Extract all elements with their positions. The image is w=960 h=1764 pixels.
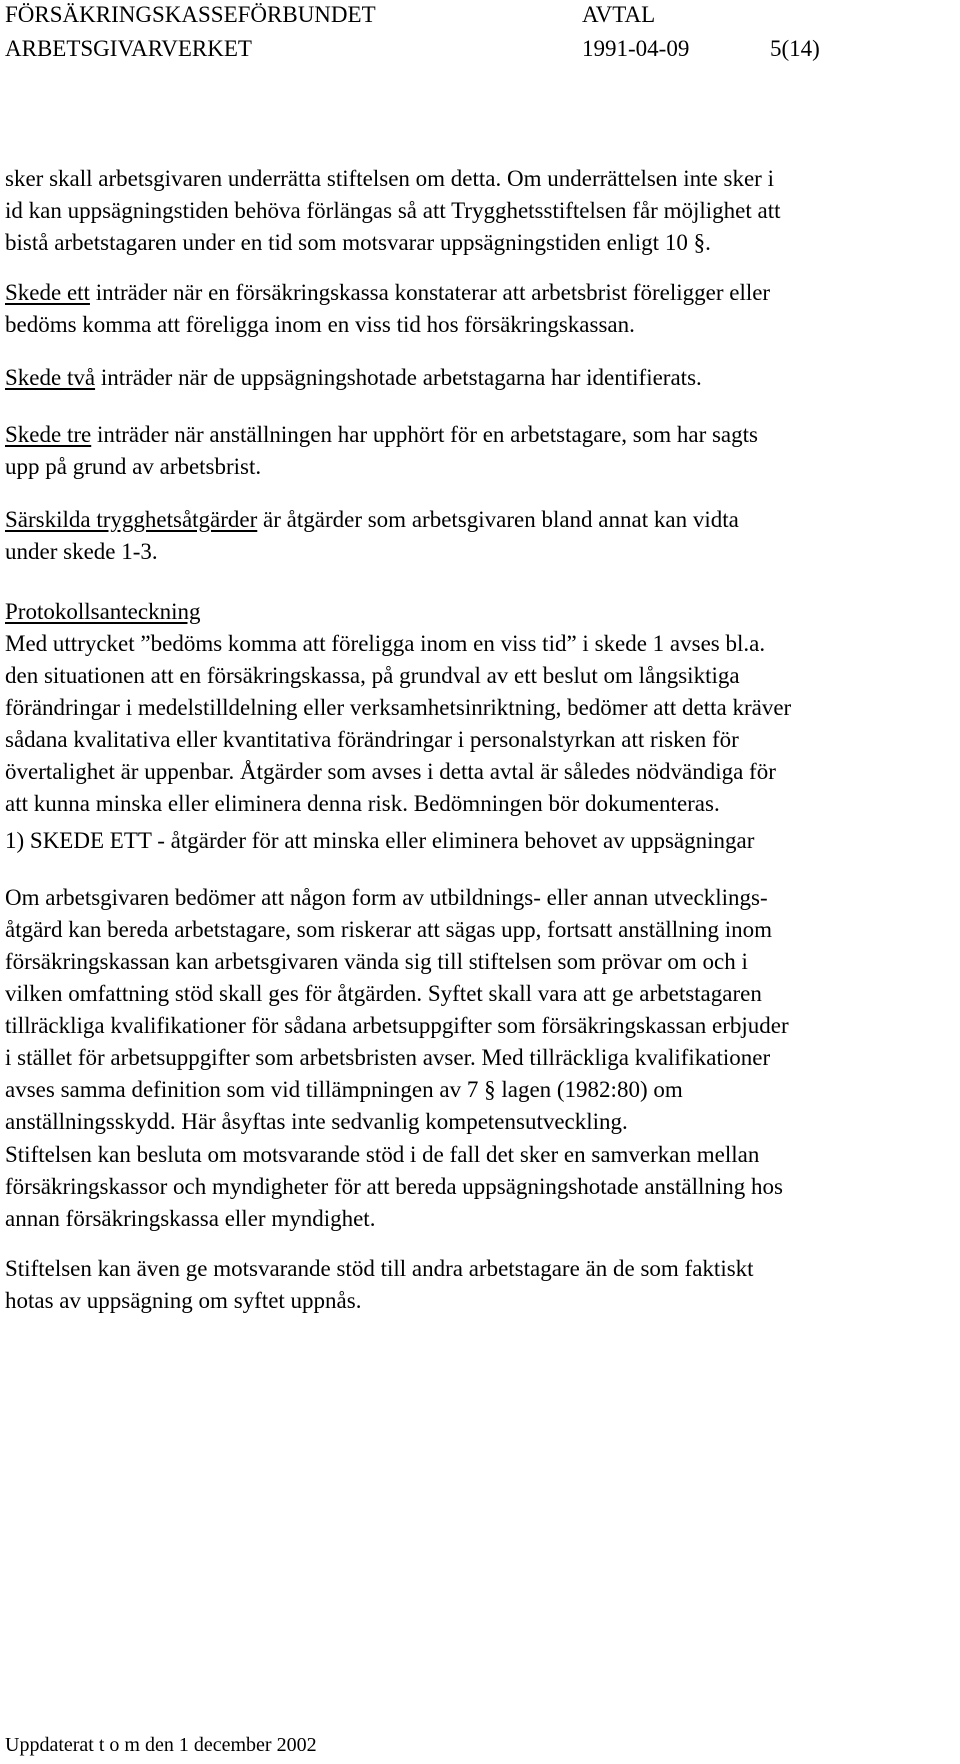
body-line: försäkringskassor och myndigheter för att bereda uppsägningshotade anställning hos: [5, 1174, 783, 1199]
definition-text: inträder när de uppsägningshotade arbetstagarna har identifierats.: [95, 365, 702, 390]
footer-updated: Uppdaterat t o m den 1 december 2002: [5, 1734, 317, 1756]
definition-sarskilda-trygghetsatgarder: [5, 504, 950, 568]
protocol-line: sådana kvalitativa eller kvantitativa förändringar i personalstyrkan att risken för: [5, 727, 739, 752]
definition-skede-tva: [5, 362, 950, 394]
protocol-line: övertalighet är uppenbar. Åtgärder som avses i detta avtal är således nödvändiga för: [5, 759, 776, 784]
protocol-note: [5, 596, 950, 820]
intro-line: id kan uppsägningstiden behöva förlängas så att Trygghetsstiftelsen får möjlighet att: [5, 198, 781, 223]
definition-skede-tre: [5, 419, 950, 483]
definition-text: under skede 1-3.: [5, 539, 158, 564]
definition-text: är åtgärder som arbetsgivaren bland annat kan vidta: [257, 507, 739, 532]
definition-skede-ett: [5, 277, 950, 341]
header-org2: ARBETSGIVARVERKET: [5, 36, 252, 61]
intro-line: bistå arbetstagaren under en tid som motsvarar uppsägningstiden enligt 10 §.: [5, 230, 711, 255]
body-line: i stället för arbetsuppgifter som arbetsbristen avser. Med tillräckliga kvalifikationer: [5, 1045, 771, 1070]
definition-term: Skede ett: [5, 280, 90, 305]
header-doc-type: AVTAL: [582, 2, 656, 27]
protocol-line: förändringar i medelstilldelning eller verksamhetsinriktning, bedömer att detta kräver: [5, 695, 792, 720]
section-heading: 1) SKEDE ETT - åtgärder för att minska eller eliminera behovet av uppsägningar: [5, 828, 755, 853]
header-date: 1991-04-09: [582, 36, 690, 61]
body-line: anställningsskydd. Här åsyftas inte sedvanlig kompetensutveckling.: [5, 1109, 628, 1134]
body-line: Om arbetsgivaren bedömer att någon form av utbildnings- eller annan utvecklings-: [5, 885, 768, 910]
protocol-line: Med uttrycket ”bedöms komma att föreligga inom en viss tid” i skede 1 avses bl.a.: [5, 631, 766, 656]
body-line: avses samma definition som vid tillämpningen av 7 § lagen (1982:80) om: [5, 1077, 683, 1102]
body-paragraph: [5, 1139, 950, 1235]
definition-text: bedöms komma att föreligga inom en viss tid hos försäkringskassan.: [5, 312, 635, 337]
body-line: försäkringskassan kan arbetsgivaren vända sig till stiftelsen som prövar om och i: [5, 949, 748, 974]
body-line: annan försäkringskassa eller myndighet.: [5, 1206, 376, 1231]
body-line: Stiftelsen kan besluta om motsvarande stöd i de fall det sker en samverkan mellan: [5, 1142, 760, 1167]
intro-paragraph: [5, 163, 950, 259]
intro-line: sker skall arbetsgivaren underrätta stiftelsen om detta. Om underrättelsen inte sker i: [5, 166, 774, 191]
definition-term: Skede tre: [5, 422, 92, 447]
body-line: Stiftelsen kan även ge motsvarande stöd till andra arbetstagare än de som faktiskt: [5, 1256, 754, 1281]
protocol-line: att kunna minska eller eliminera denna risk. Bedömningen bör dokumenteras.: [5, 791, 720, 816]
body-line: vilken omfattning stöd skall ges för åtgärden. Syftet skall vara att ge arbetstagaren: [5, 981, 762, 1006]
body-line: tillräckliga kvalifikationer för sådana arbetsuppgifter som försäkringskassan erbjuder: [5, 1013, 789, 1038]
header-page-number: 5(14): [770, 36, 820, 61]
body-line: hotas av uppsägning om syftet uppnås.: [5, 1288, 362, 1313]
body-paragraph: [5, 882, 950, 1138]
definition-text: upp på grund av arbetsbrist.: [5, 454, 262, 479]
body-line: åtgärd kan bereda arbetstagare, som riskerar att sägas upp, fortsatt anställning inom: [5, 917, 773, 942]
protocol-line: den situationen att en försäkringskassa, på grundval av ett beslut om långsiktiga: [5, 663, 740, 688]
protocol-heading: Protokollsanteckning: [5, 599, 201, 624]
definition-text: inträder när en försäkringskassa konstaterar att arbetsbrist föreligger eller: [89, 280, 771, 305]
definition-term: Skede två: [5, 365, 96, 390]
definition-term: Särskilda trygghetsåtgärder: [5, 507, 258, 532]
definition-text: inträder när anställningen har upphört för en arbetstagare, som har sagts: [91, 422, 758, 447]
section-heading-skede-ett: [5, 825, 950, 857]
header-org1: FÖRSÄKRINGSKASSEFÖRBUNDET: [5, 2, 376, 27]
body-paragraph: [5, 1253, 950, 1317]
